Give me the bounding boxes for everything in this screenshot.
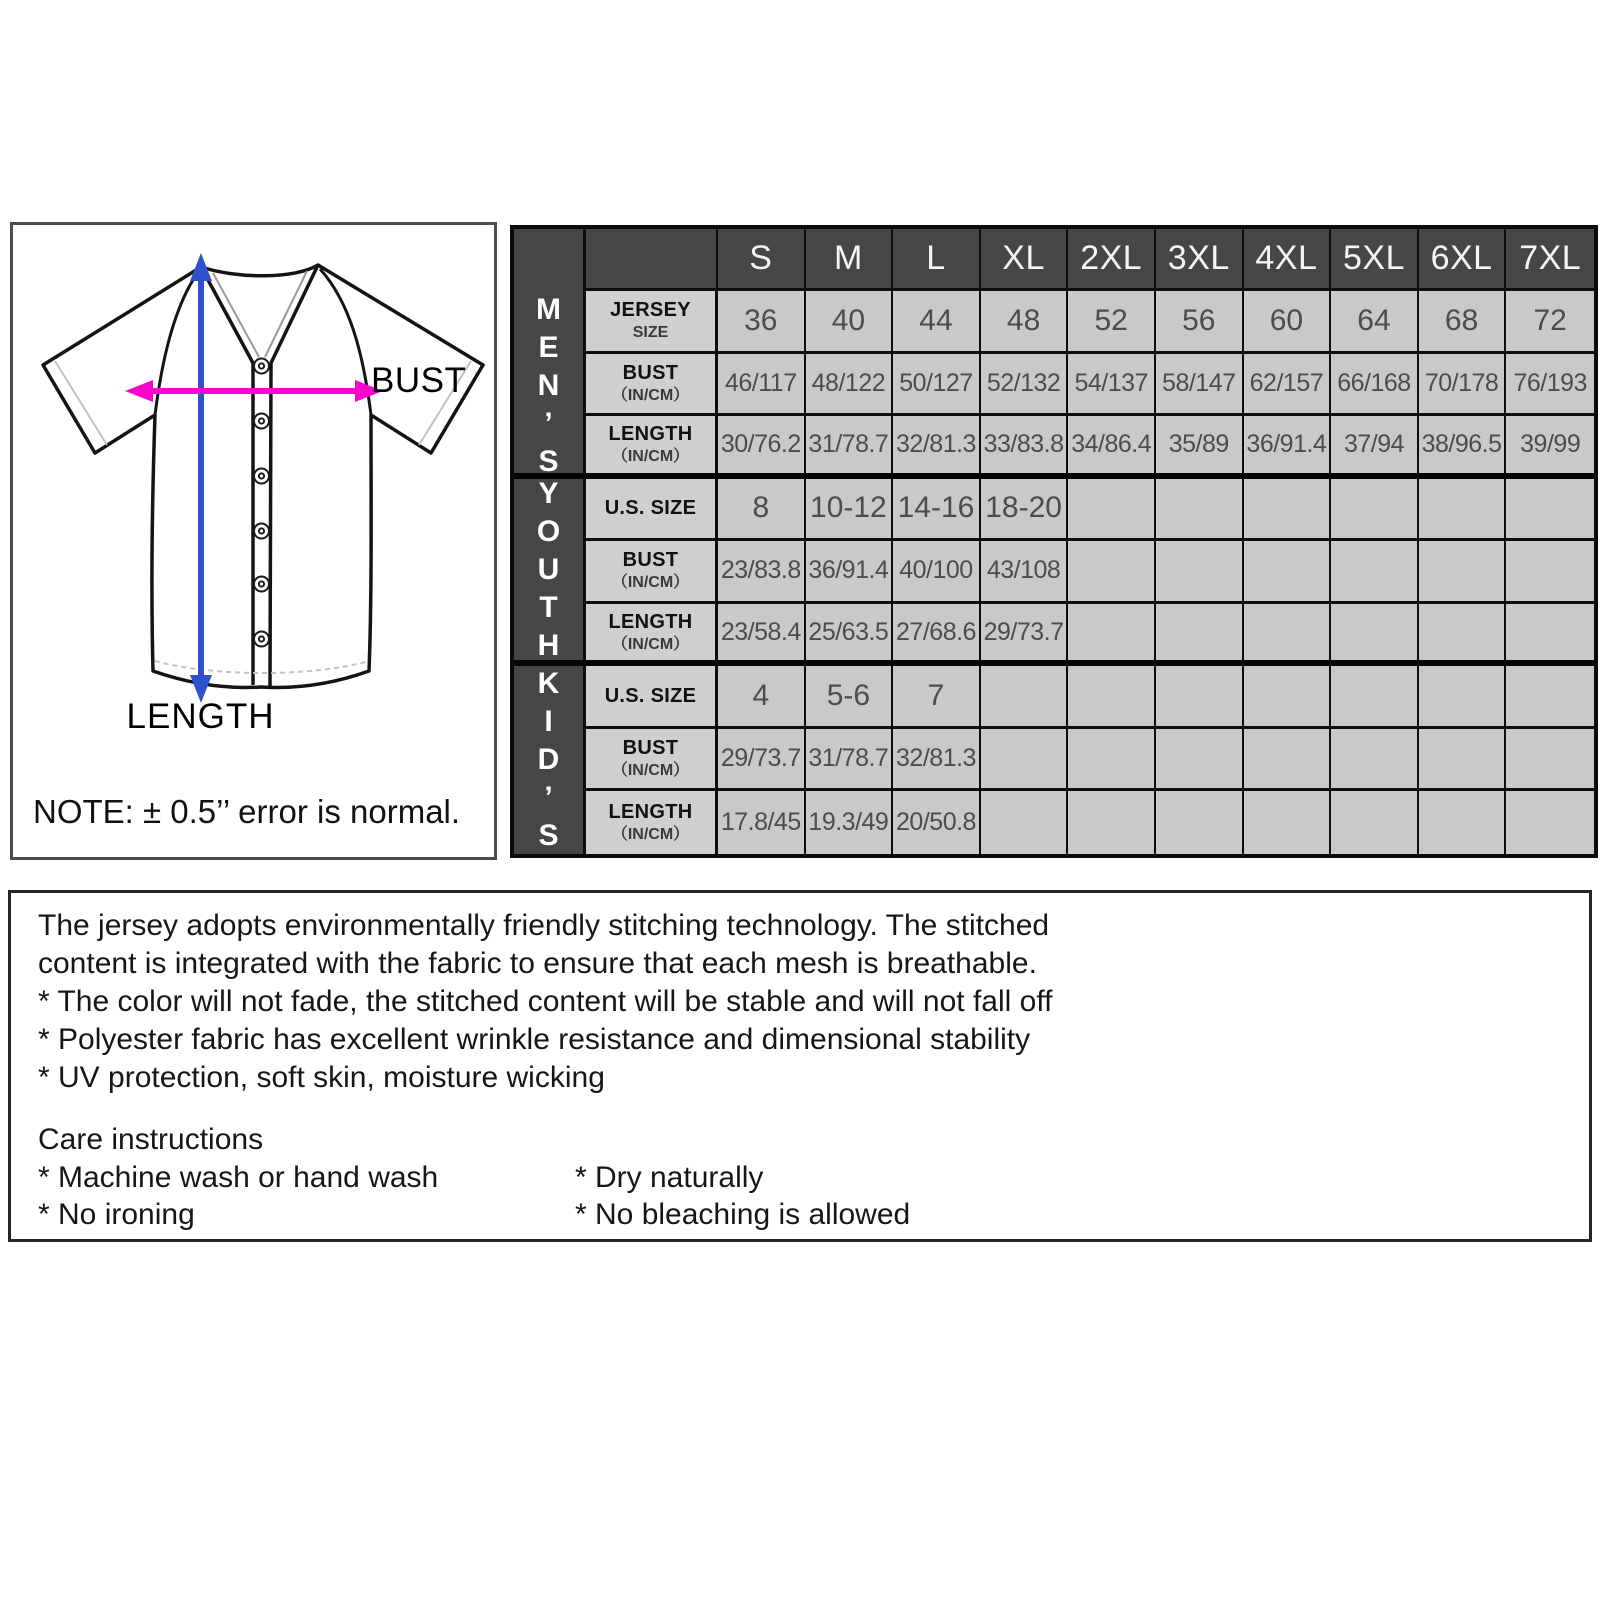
size-cell: 68 (1419, 291, 1507, 354)
size-cell (1419, 729, 1507, 792)
size-column-header: 5XL (1331, 229, 1419, 291)
size-cell (1068, 541, 1156, 604)
description-line: content is integrated with the fabric to ensure that each mesh is breathable. (38, 947, 1037, 980)
size-cell: 34/86.4 (1068, 416, 1156, 479)
size-cell (1156, 791, 1244, 854)
size-cell: 23/83.8 (718, 541, 806, 604)
category-label-mens (514, 229, 586, 479)
category-letter: E (538, 331, 559, 364)
size-cell: 46/117 (718, 354, 806, 417)
size-cell (981, 666, 1069, 729)
size-cell (1419, 541, 1507, 604)
row-label-line: LENGTH (608, 422, 693, 445)
size-column-header: M (806, 229, 894, 291)
row-label-unit: （IN/CM） (611, 635, 690, 653)
size-cell (1419, 479, 1507, 542)
size-cell: 23/58.4 (718, 604, 806, 667)
size-cell: 40 (806, 291, 894, 354)
row-label-u-s-size (586, 666, 718, 729)
size-cell: 39/99 (1506, 416, 1594, 479)
size-cell: 40/100 (893, 541, 981, 604)
size-cell: 27/68.6 (893, 604, 981, 667)
category-letter: K (537, 667, 560, 701)
row-label-bust (586, 354, 718, 417)
row-label-jersey (586, 291, 718, 354)
category-letter: ’ (544, 407, 553, 440)
row-label-bust (586, 729, 718, 792)
size-cell: 35/89 (1156, 416, 1244, 479)
size-column-header: 7XL (1506, 229, 1594, 291)
size-cell: 62/157 (1244, 354, 1332, 417)
row-label-line: U.S. SIZE (604, 497, 697, 520)
description-panel (8, 890, 1592, 1242)
size-cell (1244, 541, 1332, 604)
category-letter: S (538, 819, 559, 853)
size-cell (1331, 479, 1419, 542)
row-label-unit: （IN/CM） (611, 447, 690, 465)
size-cell: 44 (893, 291, 981, 354)
size-cell (1156, 604, 1244, 667)
size-cell (1506, 666, 1594, 729)
size-cell: 14-16 (893, 479, 981, 542)
size-cell: 50/127 (893, 354, 981, 417)
size-cell: 17.8/45 (718, 791, 806, 854)
size-table (510, 225, 1598, 858)
size-cell: 52 (1068, 291, 1156, 354)
size-cell (1068, 791, 1156, 854)
row-label-length (586, 416, 718, 479)
care-row (38, 1159, 1569, 1196)
size-column-header: 2XL (1068, 229, 1156, 291)
description-line: * UV protection, soft skin, moisture wicking (38, 1061, 605, 1094)
size-cell (1419, 666, 1507, 729)
size-cell: 70/178 (1419, 354, 1507, 417)
size-cell: 76/193 (1506, 354, 1594, 417)
size-cell: 36/91.4 (1244, 416, 1332, 479)
size-cell: 48/122 (806, 354, 894, 417)
category-letter: O (536, 514, 561, 548)
size-cell: 10-12 (806, 479, 894, 542)
size-cell (1506, 729, 1594, 792)
size-cell (1156, 729, 1244, 792)
category-label-kids (514, 666, 586, 854)
size-cell: 36 (718, 291, 806, 354)
size-cell: 7 (893, 666, 981, 729)
size-cell: 5-6 (806, 666, 894, 729)
size-column-header: 4XL (1244, 229, 1332, 291)
size-cell (1331, 666, 1419, 729)
size-column-header: XL (981, 229, 1069, 291)
size-cell (1068, 729, 1156, 792)
row-label-length (586, 791, 718, 854)
size-cell (1156, 541, 1244, 604)
size-cell (1244, 604, 1332, 667)
size-cell: 29/73.7 (981, 604, 1069, 667)
size-cell (1244, 479, 1332, 542)
size-cell (1068, 479, 1156, 542)
size-cell: 29/73.7 (718, 729, 806, 792)
row-label-line: JERSEY (610, 299, 691, 322)
size-cell: 37/94 (1331, 416, 1419, 479)
size-cell: 56 (1156, 291, 1244, 354)
size-cell (1156, 666, 1244, 729)
size-cell (1244, 729, 1332, 792)
row-label-line: BUST (622, 549, 679, 572)
size-cell (1244, 791, 1332, 854)
row-label-line: U.S. SIZE (604, 685, 697, 708)
row-label-unit: （IN/CM） (611, 826, 690, 844)
size-cell: 58/147 (1156, 354, 1244, 417)
care-row (38, 1196, 1569, 1233)
size-cell: 32/81.3 (893, 416, 981, 479)
measurement-diagram-panel (10, 222, 497, 860)
row-label-line: LENGTH (608, 801, 693, 824)
size-cell (1156, 479, 1244, 542)
size-cell: 38/96.5 (1419, 416, 1507, 479)
size-cell (1506, 479, 1594, 542)
size-cell: 64 (1331, 291, 1419, 354)
size-cell: 72 (1506, 291, 1594, 354)
header-blank-cell (586, 229, 718, 291)
category-letter: N (537, 369, 560, 402)
care-item: * No bleaching is allowed (575, 1198, 911, 1231)
care-item: * Machine wash or hand wash (38, 1161, 439, 1194)
bust-label: BUST (371, 361, 467, 400)
length-label: LENGTH (126, 697, 275, 736)
jersey-diagram (13, 233, 494, 713)
size-column-header: L (893, 229, 981, 291)
size-cell: 48 (981, 291, 1069, 354)
size-cell (1506, 604, 1594, 667)
row-label-unit: （IN/CM） (611, 386, 690, 404)
size-cell: 31/78.7 (806, 416, 894, 479)
size-cell (1419, 604, 1507, 667)
size-column-header: 3XL (1156, 229, 1244, 291)
category-letter: S (538, 445, 559, 478)
size-cell: 19.3/49 (806, 791, 894, 854)
size-column-header: S (718, 229, 806, 291)
care-item: * No ironing (38, 1198, 195, 1231)
description-line: The jersey adopts environmentally friendly stitching technology. The stitched (38, 909, 1050, 942)
category-letter: U (537, 552, 560, 586)
row-label-line: BUST (622, 361, 679, 384)
size-cell: 18-20 (981, 479, 1069, 542)
row-label-length (586, 604, 718, 667)
category-letter: Y (538, 478, 559, 510)
row-label-line: BUST (622, 737, 679, 760)
size-column-header: 6XL (1419, 229, 1507, 291)
category-letter: T (539, 590, 558, 624)
size-cell (981, 791, 1069, 854)
row-label-unit: （IN/CM） (611, 762, 690, 780)
size-cell: 66/168 (1331, 354, 1419, 417)
size-cell: 33/83.8 (981, 416, 1069, 479)
size-cell (1244, 666, 1332, 729)
size-cell (1419, 791, 1507, 854)
size-cell: 31/78.7 (806, 729, 894, 792)
category-letter: ’ (544, 781, 553, 815)
size-cell: 30/76.2 (718, 416, 806, 479)
category-label-youth (514, 479, 586, 667)
size-cell: 25/63.5 (806, 604, 894, 667)
size-cell (1506, 541, 1594, 604)
size-cell (1331, 541, 1419, 604)
size-cell: 60 (1244, 291, 1332, 354)
size-cell: 36/91.4 (806, 541, 894, 604)
description-line: * The color will not fade, the stitched content will be stable and will not fall off (38, 985, 1053, 1018)
category-letter: H (537, 628, 560, 662)
size-cell (981, 729, 1069, 792)
row-label-bust (586, 541, 718, 604)
category-letter: I (544, 705, 553, 739)
size-cell (1331, 729, 1419, 792)
row-label-unit: （IN/CM） (611, 574, 690, 592)
size-cell (1068, 604, 1156, 667)
category-letter: D (537, 743, 560, 777)
size-cell: 20/50.8 (893, 791, 981, 854)
size-cell (1068, 666, 1156, 729)
note-text: NOTE: ± 0.5’’ error is normal. (33, 793, 461, 830)
size-cell (1331, 791, 1419, 854)
row-label-unit: SIZE (632, 324, 669, 342)
care-instructions-title: Care instructions (38, 1123, 264, 1156)
size-cell: 8 (718, 479, 806, 542)
row-label-line: LENGTH (608, 610, 693, 633)
description-line: * Polyester fabric has excellent wrinkle resistance and dimensional stability (38, 1023, 1031, 1056)
row-label-u-s-size (586, 479, 718, 542)
size-cell (1331, 604, 1419, 667)
care-item: * Dry naturally (575, 1161, 764, 1194)
category-letter: M (536, 293, 561, 326)
size-cell: 52/132 (981, 354, 1069, 417)
size-cell: 4 (718, 666, 806, 729)
size-cell (1506, 791, 1594, 854)
size-cell: 43/108 (981, 541, 1069, 604)
size-cell: 54/137 (1068, 354, 1156, 417)
size-cell: 32/81.3 (893, 729, 981, 792)
